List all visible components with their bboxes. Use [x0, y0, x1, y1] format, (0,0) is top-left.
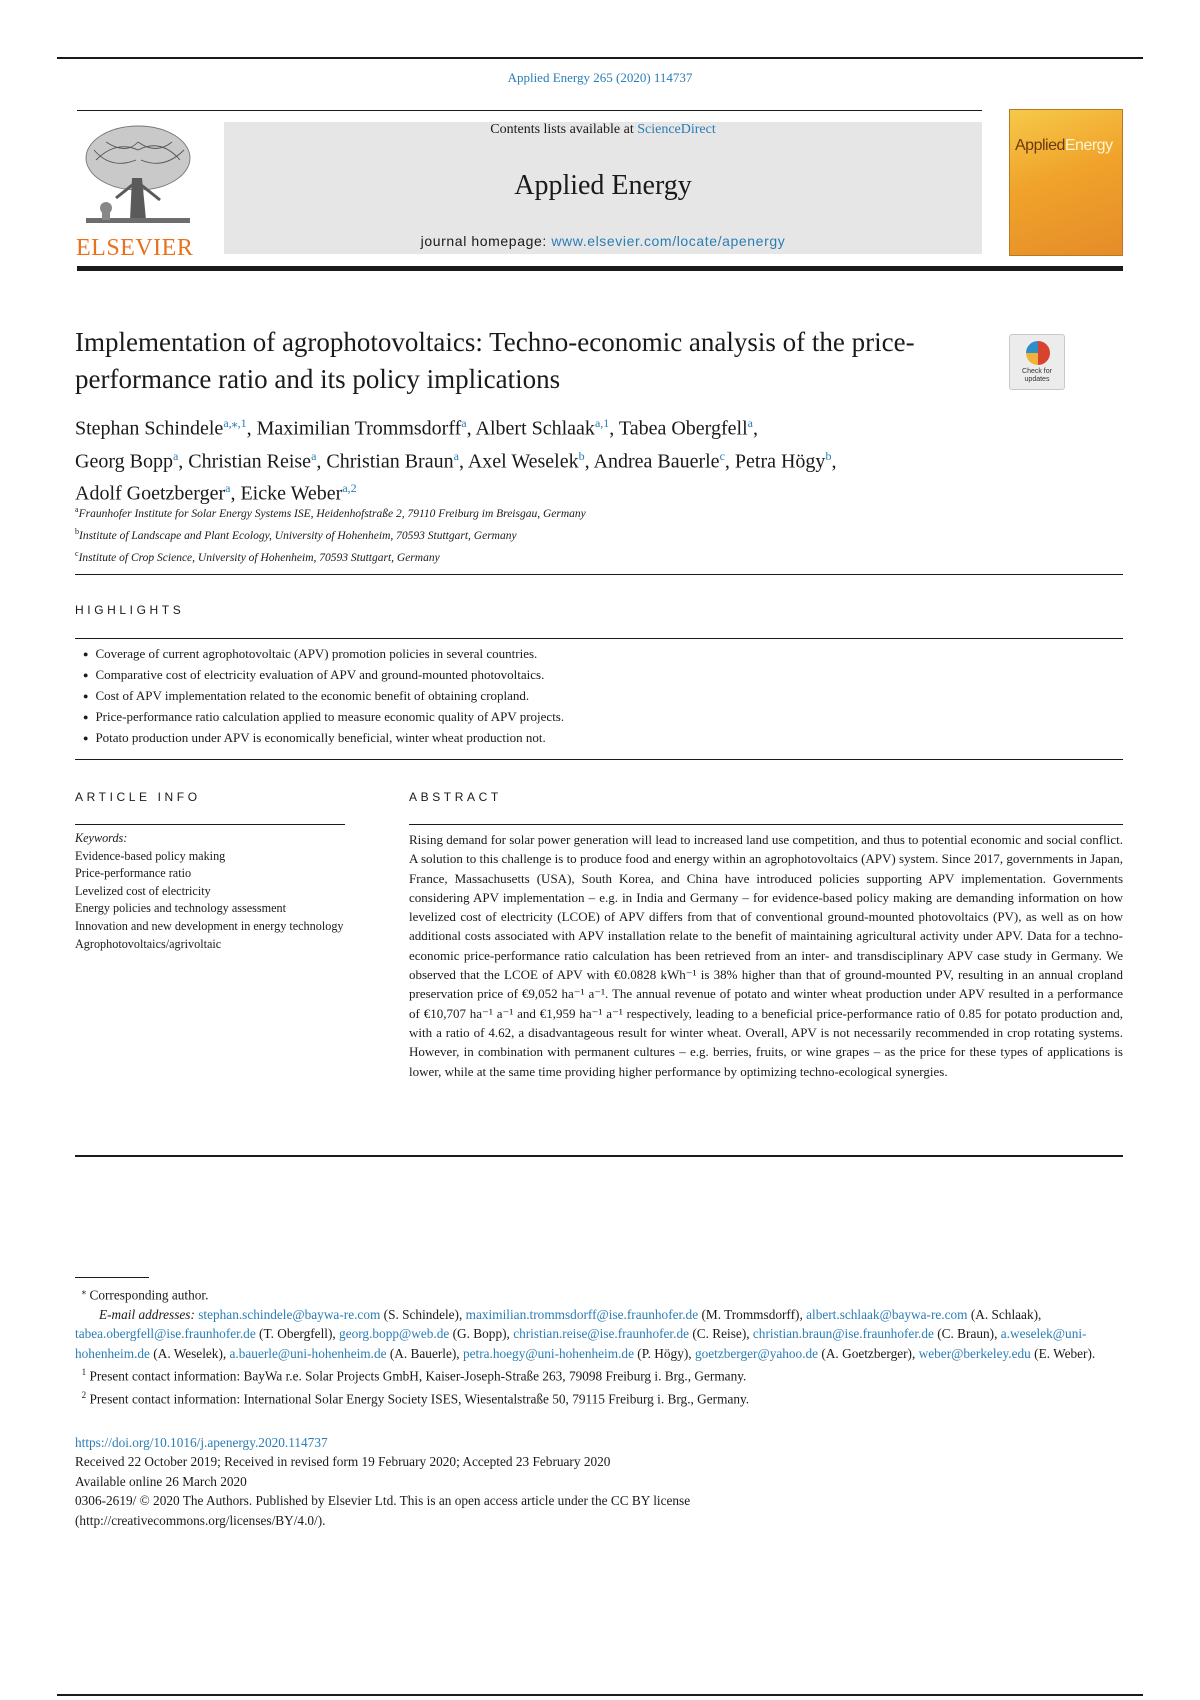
footnote-1-text: Present contact information: BayWa r.e. Solar Projects GmbH, Kaiser-Joseph-Straße 263, 79098 Freiburg i. Brg., Germany.: [89, 1368, 747, 1384]
corresponding-author-text: Corresponding author.: [89, 1287, 209, 1303]
corresponding-mark: ⁎: [81, 1286, 87, 1296]
doi-link[interactable]: https://doi.org/10.1016/j.apenergy.2020.114737: [75, 1435, 328, 1450]
journal-cover-thumbnail[interactable]: [1009, 109, 1123, 256]
email-owner: (A. Weselek),: [153, 1345, 227, 1361]
highlight-item: ● Comparative cost of electricity evaluation of APV and ground-mounted photovoltaics.: [83, 665, 1123, 686]
abstract-bottom-rule: [75, 1155, 1123, 1157]
email-link[interactable]: georg.bopp@web.de: [339, 1326, 450, 1342]
affiliation-mark: a: [75, 505, 79, 514]
email-owner: (P. Högy),: [637, 1345, 692, 1361]
highlights-head-rule: [75, 638, 1123, 639]
author-affiliation-mark[interactable]: b: [825, 448, 832, 463]
author-affiliation-mark[interactable]: a: [461, 416, 467, 430]
page-top-rule: [57, 57, 1143, 59]
footnote-separator: [75, 1277, 149, 1278]
author-name[interactable]: Maximilian Trommsdorff: [256, 417, 462, 440]
keyword-item[interactable]: Price-performance ratio: [75, 866, 192, 881]
author-affiliation-mark[interactable]: a,2: [342, 481, 357, 496]
affiliation-mark: b: [75, 526, 79, 536]
author-name[interactable]: Adolf Goetzberger: [75, 482, 226, 505]
keywords-list: [75, 848, 345, 954]
highlight-item: ● Price-performance ratio calculation applied to measure economic quality of APV projects.: [83, 707, 1123, 728]
author-affiliation-mark[interactable]: b: [578, 448, 585, 463]
journal-homepage-line: [224, 233, 982, 249]
email-link[interactable]: weber@berkeley.edu: [918, 1345, 1031, 1361]
email-owner: (A. Goetzberger),: [821, 1345, 916, 1361]
article-info-heading: ARTICLE INFO: [75, 790, 201, 804]
contents-line: [224, 122, 982, 138]
highlights-bottom-rule: [75, 759, 1123, 760]
affiliation-text: Institute of Landscape and Plant Ecology, University of Hohenheim, 70593 Stuttgart, Germany: [79, 529, 517, 542]
author-name[interactable]: Albert Schlaak: [475, 417, 595, 440]
author-name[interactable]: Stephan Schindele: [75, 417, 224, 440]
email-link[interactable]: stephan.schindele@baywa-re.com: [198, 1306, 381, 1322]
corresponding-author-note: [75, 1282, 1125, 1305]
author-name[interactable]: Andrea Bauerle: [593, 450, 720, 473]
author-name[interactable]: Eicke Weber: [240, 482, 343, 505]
author-separator: ,: [584, 450, 594, 473]
author-affiliation-mark[interactable]: a: [453, 448, 459, 463]
keyword-item[interactable]: Energy policies and technology assessment: [75, 901, 286, 916]
author-separator: ,: [724, 450, 735, 473]
crossmark-icon: [1026, 341, 1050, 365]
author-name[interactable]: Georg Bopp: [75, 450, 173, 473]
affiliation-text: Fraunhofer Institute for Solar Energy Systems ISE, Heidenhofstraße 2, 79110 Freiburg im Breisgau, Germany: [78, 507, 586, 520]
email-owner: (A. Schlaak),: [970, 1306, 1042, 1322]
footnotes: [75, 1282, 1125, 1409]
author-list: [75, 410, 1035, 508]
highlights-top-rule: [75, 574, 1123, 575]
article-title: Implementation of agrophotovoltaics: Techno-economic analysis of the price-performance ratio and its policy implications: [75, 327, 915, 394]
article-info-rule: [75, 824, 345, 825]
highlights-list: [83, 644, 1123, 749]
email-label: E-mail addresses:: [99, 1306, 195, 1322]
footnote-1-mark: 1: [81, 1367, 87, 1378]
author-affiliation-mark[interactable]: c: [719, 448, 725, 463]
email-owner: (M. Trommsdorff),: [701, 1306, 803, 1322]
author-separator: ,: [246, 417, 257, 440]
affiliation-row: [75, 501, 975, 523]
crossmark-label-line2: updates: [1024, 376, 1050, 383]
highlight-item: ● Cost of APV implementation related to the economic benefit of obtaining cropland.: [83, 686, 1123, 707]
affiliation-text: Institute of Crop Science, University of Hohenheim, 70593 Stuttgart, Germany: [78, 551, 440, 564]
keyword-item[interactable]: Levelized cost of electricity: [75, 883, 211, 898]
journal-homepage-link[interactable]: www.elsevier.com/locate/apenergy: [551, 233, 786, 249]
author-affiliation-mark[interactable]: a: [172, 448, 179, 463]
email-owner: (E. Weber).: [1034, 1345, 1096, 1361]
footnote-1: [75, 1363, 1125, 1386]
journal-reference-link[interactable]: Applied Energy 265 (2020) 114737: [507, 70, 693, 85]
affiliations: [75, 501, 975, 566]
elsevier-tree-icon: [76, 120, 198, 228]
abstract-rule: [409, 824, 1123, 825]
homepage-prefix: journal homepage:: [420, 233, 552, 249]
author-name[interactable]: Tabea Obergfell: [618, 417, 748, 440]
author-separator: ,: [230, 482, 241, 505]
affiliation-mark: c: [75, 548, 79, 558]
footnote-2-mark: 2: [81, 1389, 87, 1400]
email-link[interactable]: tabea.obergfell@ise.fraunhofer.de: [75, 1326, 256, 1342]
footnote-2-text: Present contact information: International Solar Energy Society ISES, Wiesentalstraße 50, 79115 Freiburg i. Brg., Germany.: [89, 1391, 750, 1407]
license-line-1: 0306-2619/ © 2020 The Authors. Published by Elsevier Ltd. This is an open access article under the CC BY license: [75, 1493, 691, 1509]
author-separator: ,: [831, 450, 837, 473]
elsevier-logo: [76, 120, 198, 261]
email-owner: (T. Obergfell),: [259, 1326, 336, 1342]
author-affiliation-mark[interactable]: a,⁎,1: [223, 416, 247, 430]
email-link[interactable]: maximilian.trommsdorff@ise.fraunhofer.de: [465, 1306, 699, 1322]
cover-title: [1015, 137, 1113, 155]
email-owner: (A. Bauerle),: [389, 1345, 460, 1361]
sciencedirect-link[interactable]: ScienceDirect: [637, 122, 716, 137]
author-affiliation-mark[interactable]: a: [311, 448, 317, 463]
author-separator: ,: [458, 450, 468, 473]
email-owner: (C. Reise),: [692, 1326, 750, 1342]
email-owner: (S. Schindele),: [383, 1306, 463, 1322]
author-separator: ,: [752, 417, 758, 440]
check-for-updates-badge[interactable]: [1009, 334, 1065, 390]
author-name[interactable]: Christian Braun: [326, 450, 454, 473]
cover-title-b: Energy: [1064, 137, 1113, 154]
elsevier-wordmark: ELSEVIER: [76, 235, 194, 261]
author-separator: ,: [609, 417, 619, 440]
page-bottom-rule: [57, 1694, 1143, 1696]
author-affiliation-mark[interactable]: a: [225, 481, 231, 496]
publication-info: [75, 1433, 1125, 1530]
keyword-item[interactable]: Agrophotovoltaics/agrivoltaic: [75, 936, 222, 951]
crossmark-label-line1: Check for: [1022, 368, 1052, 375]
highlight-item: ● Coverage of current agrophotovoltaic (APV) promotion policies in several countries.: [83, 644, 1123, 665]
journal-masthead: [224, 122, 982, 254]
keywords-label: Keywords:: [75, 831, 128, 845]
crossmark-label: [1010, 368, 1064, 384]
keywords-block: [75, 830, 345, 953]
keyword-item[interactable]: Innovation and new development in energy technology: [75, 918, 344, 933]
email-link[interactable]: goetzberger@yahoo.de: [694, 1345, 819, 1361]
cover-title-a: Applied: [1015, 137, 1065, 154]
author-separator: ,: [316, 450, 327, 473]
email-link[interactable]: christian.reise@ise.fraunhofer.de: [513, 1326, 689, 1342]
author-affiliation-mark[interactable]: a,1: [594, 416, 610, 430]
footnote-2: [75, 1386, 1125, 1409]
affiliation-row: [75, 523, 975, 545]
email-link[interactable]: christian.braun@ise.fraunhofer.de: [752, 1326, 934, 1342]
email-addresses: [75, 1305, 1125, 1363]
author-name[interactable]: Axel Weselek: [467, 450, 579, 473]
available-online: Available online 26 March 2020: [75, 1473, 247, 1489]
email-link[interactable]: a.bauerle@uni-hohenheim.de: [229, 1345, 387, 1361]
abstract-text: Rising demand for solar power generation will lead to increased land use competition, and thus to potential economic and social conflict. A solution to this challenge is to produce food and energy within an agrophotovoltaics (APV) system. Since 2017, governments in Japan, France, Massachusetts (USA), South Korea, and China have introduced policies supporting APV implementation. Governments considering APV implementation – e.g. in India and Germany – for evidence-based policy making are demanding information on how levelized cost of electricity (LCOE) of APV differs from that of conventional ground-mounted photovoltaics (PV), as well as on how additional costs associated with APV installation relate to the benefit of maintaining agricultural activity under APV. Data for a techno-economic price-performance ratio calculation has been retrieved from an inter- and transdisciplinary APV case study in Germany. We observed that the LCOE of APV with €0.0828 kWh⁻¹ is 38% higher than that of ground-mounted PV, resulting in an annual cropland preservation price of €9,052 ha⁻¹ a⁻¹. The annual revenue of potato and winter wheat production under APV resulted in a performance of €10,707 ha⁻¹ a⁻¹ and €1,959 ha⁻¹ a⁻¹ respectively, leading to a beneficial price-performance ratio of 0.85 for potato production and, with a ratio of 4.62, a disadvantageous result for winter wheat. Overall, APV is not necessarily recommended in crop rotating systems. However, in combination with permanent cultures – e.g. berries, fruits, or wine grapes – as the price for these types of applications is lower, while at the same time providing higher performance by optimizing techno-ecological synergies.: [409, 832, 1123, 1079]
header-top-rule: [77, 110, 982, 111]
highlights-heading: HIGHLIGHTS: [75, 603, 185, 617]
header-bottom-rule: [77, 266, 1123, 271]
contents-prefix: Contents lists available at: [490, 122, 638, 137]
received-dates: Received 22 October 2019; Received in revised form 19 February 2020; Accepted 23 February 2020: [75, 1454, 611, 1470]
author-name[interactable]: Petra Högy: [734, 450, 826, 473]
affiliation-row: [75, 545, 975, 567]
highlight-item: ● Potato production under APV is economically beneficial, winter wheat production not.: [83, 728, 1123, 749]
author-separator: ,: [178, 450, 189, 473]
email-owner: (C. Braun),: [937, 1326, 998, 1342]
author-separator: ,: [466, 417, 476, 440]
journal-title: Applied Energy: [514, 170, 692, 201]
email-link[interactable]: albert.schlaak@baywa-re.com: [806, 1306, 968, 1322]
email-link[interactable]: petra.hoegy@uni-hohenheim.de: [462, 1345, 634, 1361]
author-affiliation-mark[interactable]: a: [747, 416, 753, 430]
author-name[interactable]: Christian Reise: [188, 450, 312, 473]
email-link[interactable]: a.weselek@uni-hohenheim.de: [75, 1326, 1087, 1361]
email-owner: (G. Bopp),: [452, 1326, 510, 1342]
keyword-item[interactable]: Evidence-based policy making: [75, 848, 226, 863]
license-line-2: (http://creativecommons.org/licenses/BY/4.0/).: [75, 1512, 326, 1528]
abstract-heading: ABSTRACT: [409, 790, 502, 804]
